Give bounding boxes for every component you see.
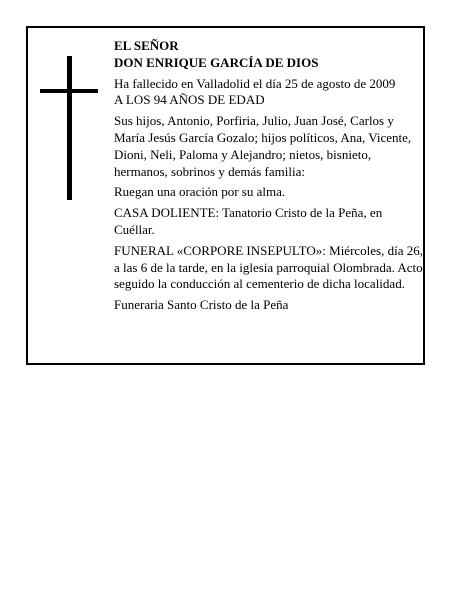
funeral-info: FUNERAL «CORPORE INSEPULTO»: Miércoles, día 26, a las 6 de la tarde, en la iglesia parroquial Olombrada. Acto seguido la conducción al cementerio de dicha localidad.	[114, 242, 423, 292]
prayer-request: Ruegan una oración por su alma.	[114, 184, 286, 200]
family-list: Sus hijos, Antonio, Porfiria, Julio, Juan José, Carlos y María Jesús García Gozalo; hijos políticos, Ana, Vicente, Dioni, Neli, Paloma y Alejandro; nietos, bisnieto, hermanos, sobrinos y demás familia:	[114, 113, 412, 179]
notice-text	[114, 38, 425, 314]
death-info: Ha fallecido en Valladolid el día 25 de agosto de 2009	[114, 75, 396, 91]
funeral-home: Funeraria Santo Cristo de la Peña	[114, 297, 289, 313]
deceased-name: DON ENRIQUE GARCÍA DE DIOS	[114, 54, 319, 70]
cross-vertical-bar	[67, 56, 72, 200]
age-line: A LOS 94 AÑOS DE EDAD	[114, 92, 265, 108]
casa-doliente: CASA DOLIENTE: Tanatorio Cristo de la Peña, en Cuéllar.	[114, 205, 383, 237]
cross-horizontal-bar	[40, 89, 98, 93]
cross-icon	[40, 56, 98, 200]
obituary-notice	[26, 26, 425, 365]
notice-title-line1: EL SEÑOR	[114, 38, 179, 53]
